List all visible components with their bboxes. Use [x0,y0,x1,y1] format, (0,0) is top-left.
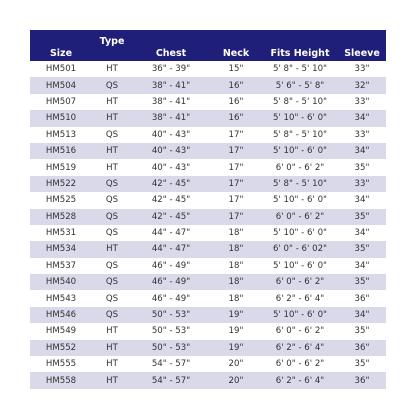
type-cell: QS [105,178,119,189]
table-row [30,77,386,93]
neck-cell: 15" [228,64,244,75]
chest-cell: 38" - 41" [151,113,191,124]
fits-height-cell: 5' 10" - 6' 0" [273,195,327,206]
sleeve-cell: 36" [354,342,370,353]
table-row [30,159,386,175]
size-cell: HM555 [45,359,77,370]
type-cell: QS [105,129,119,140]
table-row [30,176,386,192]
table-row [30,241,386,257]
fits-height-cell: 5' 10" - 6' 0" [273,146,327,157]
column-header-sleeve: Sleeve [344,48,380,59]
size-cell: HM513 [45,129,77,140]
chest-cell: 36" - 39" [151,64,191,75]
chest-cell: 40" - 43" [151,162,191,173]
size-cell: HM510 [45,113,77,124]
chest-cell: 42" - 45" [151,211,191,222]
table-row [30,340,386,356]
fits-height-cell: 6' 0" - 6' 2" [275,277,325,288]
fits-height-cell: 5' 6" - 5' 8" [275,80,325,91]
table-row [30,209,386,225]
sleeve-cell: 35" [354,359,370,370]
chest-cell: 50" - 53" [151,342,191,353]
neck-cell: 19" [228,342,244,353]
table-row [30,61,386,77]
size-cell: HM540 [45,277,77,288]
fits-height-cell: 5' 10" - 6' 0" [273,228,327,239]
sleeve-cell: 34" [354,146,370,157]
table-row [30,127,386,143]
neck-cell: 16" [228,80,244,91]
sleeve-cell: 32" [354,80,370,91]
sleeve-cell: 34" [354,228,370,239]
type-cell: HT [106,64,118,75]
type-cell: HT [106,162,118,173]
column-header-type: Type [99,36,125,47]
neck-cell: 18" [228,244,244,255]
chest-cell: 46" - 49" [151,260,191,271]
size-cell: HM516 [45,146,77,157]
fits-height-cell: 6' 0" - 6' 2" [275,326,325,337]
size-cell: HM507 [45,96,77,107]
sleeve-cell: 34" [354,113,370,124]
neck-cell: 18" [228,277,244,288]
type-cell: QS [105,293,119,304]
table-header-row [30,30,386,61]
neck-cell: 16" [228,113,244,124]
type-cell: HT [106,342,118,353]
fits-height-cell: 5' 10" - 6' 0" [273,310,327,321]
sleeve-cell: 35" [354,211,370,222]
chest-cell: 42" - 45" [151,195,191,206]
sleeve-cell: 35" [354,244,370,255]
table-row [30,110,386,126]
table-row [30,290,386,306]
column-header-chest: Chest [155,48,187,59]
chest-cell: 44" - 47" [151,244,191,255]
table-row [30,225,386,241]
neck-cell: 17" [228,129,244,140]
table-row [30,323,386,339]
column-header-size: Size [49,48,73,59]
type-cell: HT [106,375,118,386]
size-cell: HM501 [45,64,77,75]
type-cell: QS [105,228,119,239]
type-cell: QS [105,211,119,222]
column-header-fits-height: Fits Height [270,48,330,59]
table-row [30,372,386,388]
fits-height-cell: 5' 10" - 6' 0" [273,113,327,124]
table-row [30,258,386,274]
chest-cell: 42" - 45" [151,178,191,189]
table-row [30,192,386,208]
fits-height-cell: 5' 8" - 5' 10" [273,64,327,75]
chest-cell: 50" - 53" [151,310,191,321]
type-cell: HT [106,113,118,124]
neck-cell: 19" [228,326,244,337]
size-chart-table [30,30,386,389]
type-cell: QS [105,277,119,288]
chest-cell: 40" - 43" [151,146,191,157]
fits-height-cell: 6' 2" - 6' 4" [275,342,325,353]
type-cell: HT [106,96,118,107]
sleeve-cell: 36" [354,293,370,304]
size-cell: HM558 [45,375,77,386]
size-cell: HM549 [45,326,77,337]
fits-height-cell: 6' 2" - 6' 4" [275,375,325,386]
fits-height-cell: 5' 8" - 5' 10" [273,129,327,140]
neck-cell: 17" [228,146,244,157]
sleeve-cell: 34" [354,260,370,271]
column-header-neck: Neck [222,48,250,59]
type-cell: QS [105,80,119,91]
size-cell: HM552 [45,342,77,353]
chest-cell: 46" - 49" [151,277,191,288]
type-cell: QS [105,310,119,321]
sleeve-cell: 35" [354,326,370,337]
table-row [30,356,386,372]
type-cell: QS [105,195,119,206]
fits-height-cell: 6' 0" - 6' 2" [275,359,325,370]
neck-cell: 18" [228,228,244,239]
neck-cell: 19" [228,310,244,321]
table-row [30,307,386,323]
size-cell: HM522 [45,178,77,189]
size-cell: HM528 [45,211,77,222]
sleeve-cell: 33" [354,178,370,189]
neck-cell: 17" [228,211,244,222]
chest-cell: 50" - 53" [151,326,191,337]
fits-height-cell: 5' 10" - 6' 0" [273,260,327,271]
size-cell: HM543 [45,293,77,304]
chest-cell: 54" - 57" [151,375,191,386]
size-cell: HM546 [45,310,77,321]
neck-cell: 17" [228,195,244,206]
size-cell: HM531 [45,228,77,239]
sleeve-cell: 35" [354,277,370,288]
fits-height-cell: 6' 0" - 6' 2" [275,162,325,173]
table-row [30,94,386,110]
sleeve-cell: 34" [354,195,370,206]
fits-height-cell: 6' 0" - 6' 2" [275,211,325,222]
chest-cell: 44" - 47" [151,228,191,239]
neck-cell: 16" [228,96,244,107]
neck-cell: 18" [228,293,244,304]
size-cell: HM504 [45,80,77,91]
type-cell: QS [105,260,119,271]
sleeve-cell: 33" [354,96,370,107]
table-body [30,61,386,389]
size-cell: HM525 [45,195,77,206]
size-cell: HM537 [45,260,77,271]
type-cell: HT [106,244,118,255]
neck-cell: 20" [228,359,244,370]
size-cell: HM519 [45,162,77,173]
chest-cell: 38" - 41" [151,80,191,91]
sleeve-cell: 33" [354,64,370,75]
neck-cell: 20" [228,375,244,386]
type-cell: HT [106,359,118,370]
sleeve-cell: 34" [354,310,370,321]
chest-cell: 46" - 49" [151,293,191,304]
fits-height-cell: 5' 8" - 5' 10" [273,96,327,107]
chest-cell: 40" - 43" [151,129,191,140]
sleeve-cell: 35" [354,162,370,173]
fits-height-cell: 6' 0" - 6' 02" [273,244,327,255]
size-cell: HM534 [45,244,77,255]
neck-cell: 17" [228,178,244,189]
sleeve-cell: 33" [354,129,370,140]
table-row [30,274,386,290]
chest-cell: 54" - 57" [151,359,191,370]
sleeve-cell: 36" [354,375,370,386]
neck-cell: 17" [228,162,244,173]
neck-cell: 18" [228,260,244,271]
type-cell: HT [106,326,118,337]
type-cell: HT [106,146,118,157]
table-row [30,143,386,159]
chest-cell: 38" - 41" [151,96,191,107]
fits-height-cell: 6' 2" - 6' 4" [275,293,325,304]
fits-height-cell: 5' 8" - 5' 10" [273,178,327,189]
